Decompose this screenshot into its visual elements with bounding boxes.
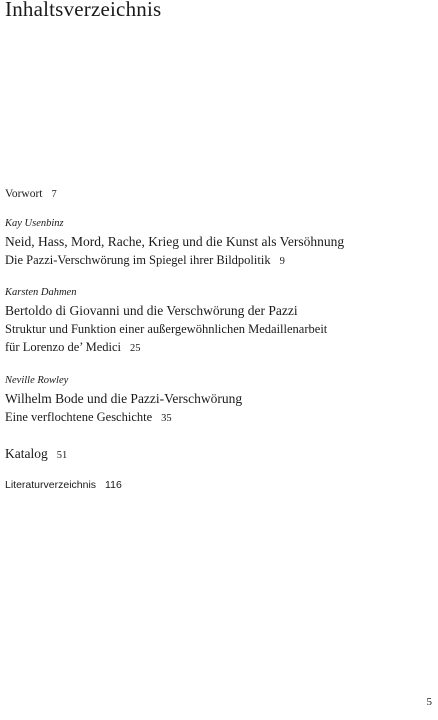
toc-entry-literatur xyxy=(5,479,122,491)
toc-entry-label: Katalog xyxy=(5,446,48,461)
page-number: 5 xyxy=(426,696,432,708)
toc-page-number: 116 xyxy=(105,479,122,491)
toc-essay-subtitle xyxy=(5,410,172,425)
page-title: Inhaltsverzeichnis xyxy=(5,0,162,21)
toc-essay-title: Bertoldo di Giovanni und die Verschwörung der Pazzi xyxy=(5,303,298,318)
toc-subtitle-text: für Lorenzo de’ Medici xyxy=(5,340,122,354)
toc-page-number: 51 xyxy=(56,450,68,461)
toc-author: Neville Rowley xyxy=(5,375,69,386)
toc-page-number: 9 xyxy=(279,256,285,267)
toc-essay-subtitle-line2 xyxy=(5,340,141,355)
toc-subtitle-text: Eine verflochtene Geschichte xyxy=(5,410,153,424)
toc-subtitle-text: Die Pazzi-Verschwörung im Spiegel ihrer Bildpolitik xyxy=(5,253,271,267)
toc-essay-title: Wilhelm Bode und die Pazzi-Verschwörung xyxy=(5,391,243,406)
toc-entry-katalog xyxy=(5,446,67,462)
toc-page-number: 7 xyxy=(51,189,57,200)
toc-essay-subtitle-line1: Struktur und Funktion einer außergewöhnlichen Medaillenarbeit xyxy=(5,322,328,336)
toc-page-number: 25 xyxy=(130,343,141,354)
toc-entry-vorwort xyxy=(5,188,57,200)
toc-entry-label: Vorwort xyxy=(5,188,43,200)
toc-essay-title: Neid, Hass, Mord, Rache, Krieg und die Kunst als Versöhnung xyxy=(5,234,345,249)
toc-page-number: 35 xyxy=(161,413,172,424)
toc-entry-label: Literaturverzeichnis xyxy=(5,479,97,491)
toc-essay-subtitle xyxy=(5,253,285,268)
toc-author: Karsten Dahmen xyxy=(5,287,77,298)
toc-author: Kay Usenbinz xyxy=(5,218,64,229)
